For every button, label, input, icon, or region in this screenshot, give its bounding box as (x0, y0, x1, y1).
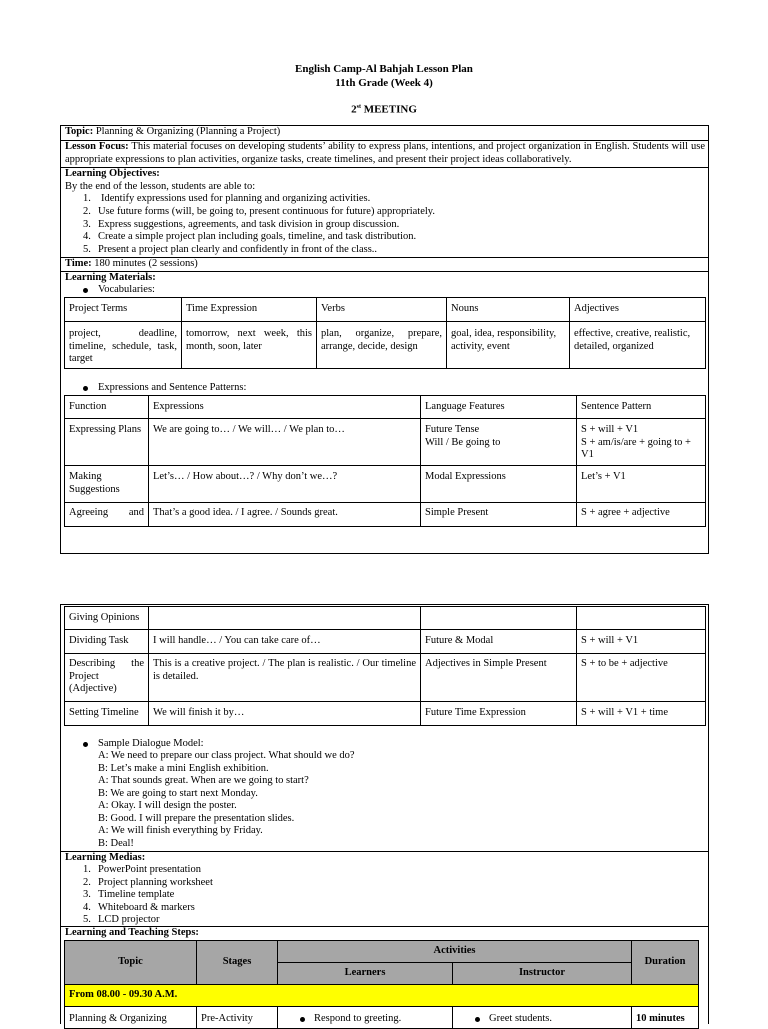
expr-cell: That’s a good idea. / I agree. / Sounds great. (149, 503, 421, 527)
expr-cell: This is a creative project. / The plan is realistic. / Our timeline is detailed. (149, 654, 421, 702)
vocab-header: Nouns (447, 298, 570, 322)
steps-label: Learning and Teaching Steps: (65, 927, 199, 938)
vocab-cell: effective, creative, realistic, detailed, organized (570, 322, 706, 369)
dialogue-label: Sample Dialogue Model: (98, 738, 204, 749)
media-item: LCD projector (98, 914, 160, 925)
bullet-icon (83, 386, 88, 391)
dialogue-line: A: That sounds great. When are we going to start? (98, 775, 309, 786)
steps-header-instructor: Instructor (453, 963, 632, 985)
expr-cell: Agreeing and (65, 503, 149, 527)
lesson-focus: Lesson Focus: This material focuses on developing students’ ability to express plans, intentions, and project organization in English. Students will use appropriate expressions to plan activities, organize tasks, create timelines, and present their project ideas collaboratively. (65, 141, 705, 165)
bullet-icon (300, 1017, 305, 1022)
expr-cell: Let’s + V1 (577, 466, 706, 503)
steps-header-learners: Learners (278, 963, 453, 985)
steps-table (64, 940, 699, 1029)
step-stage: Pre-Activity (197, 1007, 278, 1029)
vocab-header: Time Expression (182, 298, 317, 322)
bullet-icon (475, 1017, 480, 1022)
media-item: PowerPoint presentation (98, 864, 201, 875)
doc-grade: 11th Grade (Week 4) (335, 77, 433, 89)
materials-label: Learning Materials: (65, 272, 156, 283)
media-item: Whiteboard & markers (98, 902, 195, 913)
session-time: From 08.00 - 09.30 A.M. (65, 985, 699, 1007)
dialogue-line: B: Deal! (98, 838, 134, 849)
objective-item: Identify expressions used for planning and organizing activities. (101, 193, 371, 204)
vocab-cell: project, deadline, timeline, schedule, task, target (65, 322, 182, 369)
objectives-label: Learning Objectives: (65, 168, 160, 179)
objectives-intro: By the end of the lesson, students are able to: (65, 181, 256, 192)
dialogue-line: B: We are going to start next Monday. (98, 788, 258, 799)
expr-cell: Simple Present (421, 503, 577, 527)
vocab-label: Vocabularies: (98, 284, 155, 295)
dialogue-line: B: Good. I will prepare the presentation slides. (98, 813, 295, 824)
medias-label: Learning Medias: (65, 852, 146, 863)
expr-header: Expressions (149, 396, 421, 419)
expr-cell: S + will + V1 S + am/is/are + going to + V1 (577, 419, 706, 466)
expr-cell: S + will + V1 (577, 630, 706, 654)
expr-cell: Let’s… / How about…? / Why don’t we…? (149, 466, 421, 503)
expressions-table-page2 (64, 606, 706, 726)
expr-cell: We will finish it by… (149, 702, 421, 726)
expr-cell: Making Suggestions (65, 466, 149, 503)
expr-cell: Describing the Project (Adjective) (65, 654, 149, 702)
expr-cell: Expressing Plans (65, 419, 149, 466)
expr-cell: Dividing Task (65, 630, 149, 654)
bullet-icon (83, 742, 88, 747)
steps-header-topic: Topic (65, 941, 197, 985)
step-learners: Respond to greeting. (278, 1007, 453, 1029)
steps-header-duration: Duration (632, 941, 699, 985)
media-item: Project planning worksheet (98, 877, 213, 888)
expr-cell: Adjectives in Simple Present (421, 654, 577, 702)
expr-cell: Modal Expressions (421, 466, 577, 503)
expr-cell: We are going to… / We will… / We plan to… (149, 419, 421, 466)
expr-cell: S + to be + adjective (577, 654, 706, 702)
media-item: Timeline template (98, 889, 175, 900)
steps-header-activities: Activities (278, 941, 632, 963)
objective-item: Use future forms (will, be going to, present continuous for future) appropriately. (98, 206, 435, 217)
vocab-header: Project Terms (65, 298, 182, 322)
expr-cell: Giving Opinions (65, 607, 149, 630)
dialogue-line: A: We will finish everything by Friday. (98, 825, 263, 836)
expr-header: Language Features (421, 396, 577, 419)
expr-cell: Future Tense Will / Be going to (421, 419, 577, 466)
bullet-icon (83, 288, 88, 293)
dialogue-line: A: We need to prepare our class project. What should we do? (98, 750, 355, 761)
vocab-cell: plan, organize, prepare, arrange, decide, design (317, 322, 447, 369)
objective-item: Present a project plan clearly and confidently in front of the class.. (98, 244, 378, 255)
objective-item: Create a simple project plan including goals, timeline, and task distribution. (98, 231, 417, 242)
expr-cell (577, 607, 706, 630)
dialogue-line: B: Let’s make a mini English exhibition. (98, 763, 269, 774)
step-duration: 10 minutes (632, 1007, 699, 1029)
step-topic: Planning & Organizing (65, 1007, 197, 1029)
vocab-header: Verbs (317, 298, 447, 322)
expr-cell: Future Time Expression (421, 702, 577, 726)
expressions-label: Expressions and Sentence Patterns: (98, 382, 247, 393)
time-row: Time: 180 minutes (2 sessions) (65, 258, 198, 269)
dialogue-line: A: Okay. I will design the poster. (98, 800, 237, 811)
doc-meeting: 2st MEETING (351, 103, 417, 116)
expr-cell: S + agree + adjective (577, 503, 706, 527)
expr-cell: Setting Timeline (65, 702, 149, 726)
expr-header: Function (65, 396, 149, 419)
steps-header-stages: Stages (197, 941, 278, 985)
expr-cell: I will handle… / You can take care of… (149, 630, 421, 654)
expressions-table-page1 (64, 395, 706, 527)
expr-cell (421, 607, 577, 630)
vocab-table (64, 297, 706, 369)
vocab-cell: tomorrow, next week, this month, soon, later (182, 322, 317, 369)
vocab-cell: goal, idea, responsibility, activity, event (447, 322, 570, 369)
topic-row: Topic: Planning & Organizing (Planning a Project) (65, 126, 281, 137)
step-instructor: Greet students. (453, 1007, 632, 1029)
expr-cell (149, 607, 421, 630)
objective-item: Express suggestions, agreements, and task division in group discussion. (98, 219, 400, 230)
doc-title: English Camp-Al Bahjah Lesson Plan (295, 63, 473, 75)
expr-cell: Future & Modal (421, 630, 577, 654)
vocab-header: Adjectives (570, 298, 706, 322)
expr-cell: S + will + V1 + time (577, 702, 706, 726)
expr-header: Sentence Pattern (577, 396, 706, 419)
